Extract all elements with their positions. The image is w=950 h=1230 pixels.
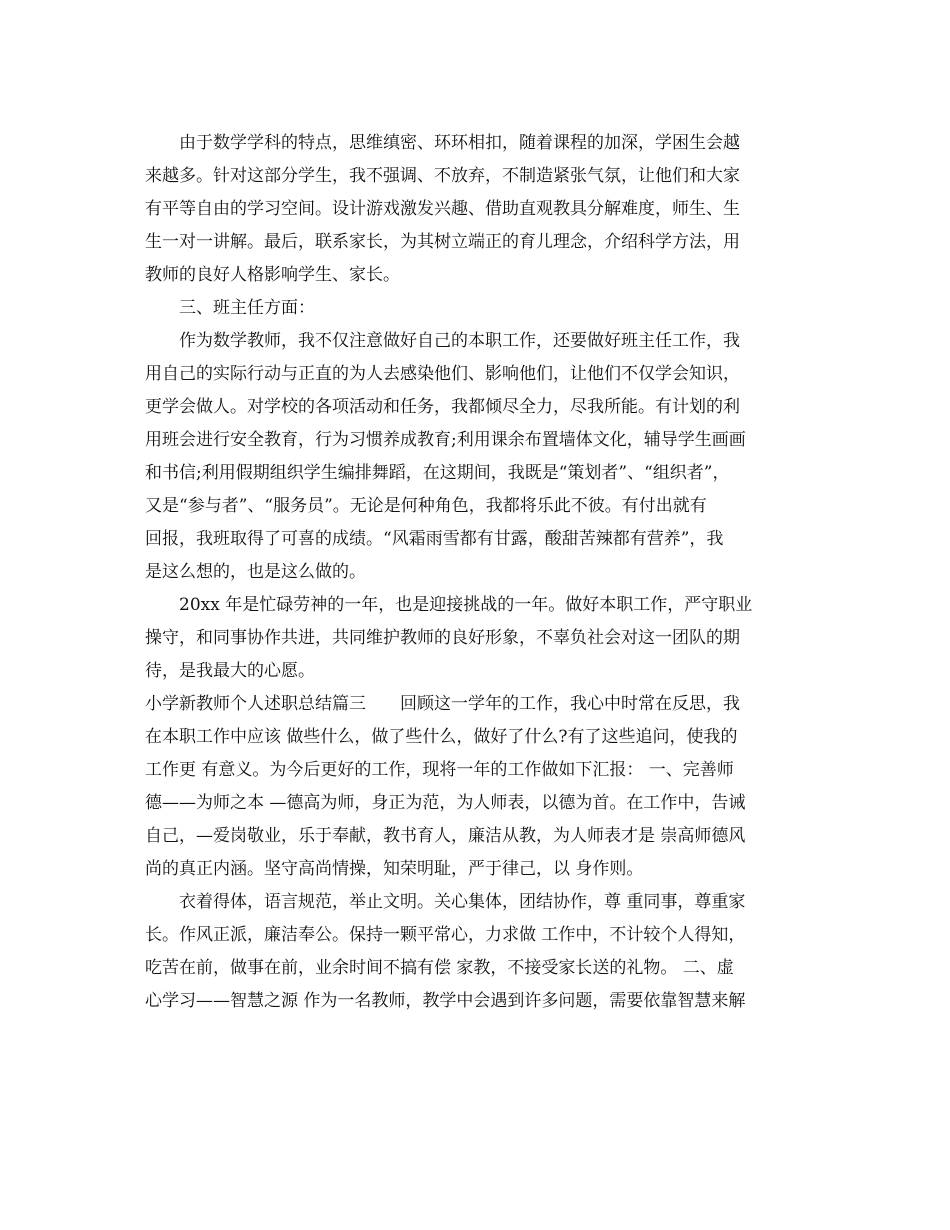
text-line: 更学会做人。对学校的各项活动和任务，我都倾尽全力，尽我所能。有计划的利: [145, 397, 740, 417]
section-title-line: 小学新教师个人述职总结篇三 回顾这一学年的工作，我心中时常在反思，我: [145, 694, 740, 714]
text-line: 用自己的实际行动与正直的为人去感染他们、影响他们，让他们不仅学会知识，: [145, 364, 740, 384]
text-line: 工作更 有意义。为今后更好的工作，现将一年的工作做如下汇报： 一、完善师: [145, 760, 734, 780]
text-line: 尚的真正内涵。坚守高尚情操，知荣明耻，严于律己，以 身作则。: [145, 859, 644, 879]
text-line: 来越多。针对这部分学生，我不强调、不放弃，不制造紧张气氛，让他们和大家: [145, 166, 740, 186]
text-line: 回报，我班取得了可喜的成绩。“风霜雨雪都有甘露，酸甜苦辣都有营养”，我: [145, 529, 724, 549]
text-line: 和书信;利用假期组织学生编排舞蹈，在这期间，我既是“策划者”、“组织者”，: [145, 463, 730, 483]
text-line: 衣着得体，语言规范，举止文明。关心集体，团结协作，尊 重同事，尊重家: [179, 892, 746, 912]
text-line: 有平等自由的学习空间。设计游戏激发兴趣、借助直观教具分解难度，师生、生: [145, 199, 740, 219]
text-line: 德——为师之本 —德高为师，身正为范，为人师表，以德为首。在工作中，告诫: [145, 793, 746, 813]
text-line: 操守，和同事协作共进，共同维护教师的良好形象，不辜负社会对这一团队的期: [145, 628, 740, 648]
text-line: 20xx 年是忙碌劳神的一年，也是迎接挑战的一年。做好本职工作，严守职业: [179, 595, 753, 615]
text-line: 自己，—爱岗敬业，乐于奉献，教书育人，廉洁从教，为人师表才是 崇高师德风: [145, 826, 746, 846]
text-line: 是这么想的，也是这么做的。: [145, 562, 366, 582]
text-line: 心学习——智慧之源 作为一名教师，教学中会遇到许多问题，需要依靠智慧来解: [145, 991, 746, 1011]
text-line: 教师的良好人格影响学生、家长。: [145, 265, 400, 285]
text-line: 作为数学教师，我不仅注意做好自己的本职工作，还要做好班主任工作，我: [179, 331, 740, 351]
text-line: 用班会进行安全教育，行为习惯养成教育;利用课余布置墙体文化，辅导学生画画: [145, 430, 746, 450]
text-line: 又是“参与者”、“服务员”。无论是何种角色，我都将乐此不彼。有付出就有: [145, 496, 707, 516]
text-line: 吃苦在前，做事在前，业余时间不搞有偿 家教，不接受家长送的礼物。 二、虚: [145, 958, 734, 978]
text-line: 长。作风正派，廉洁奉公。保持一颗平常心，力求做 工作中，不计较个人得知，: [145, 925, 746, 945]
text-line: 由于数学学科的特点，思维缜密、环环相扣，随着课程的加深，学困生会越: [179, 133, 740, 153]
document-body: [145, 127, 805, 1018]
text-line: 生一对一讲解。最后，联系家长，为其树立端正的育儿理念，介绍科学方法，用: [145, 232, 740, 252]
text-line: 在本职工作中应该 做些什么，做了些什么，做好了什么?有了这些追问，使我的: [145, 727, 738, 747]
section-heading: 三、班主任方面：: [179, 298, 315, 318]
text-line: 待，是我最大的心愿。: [145, 661, 315, 681]
